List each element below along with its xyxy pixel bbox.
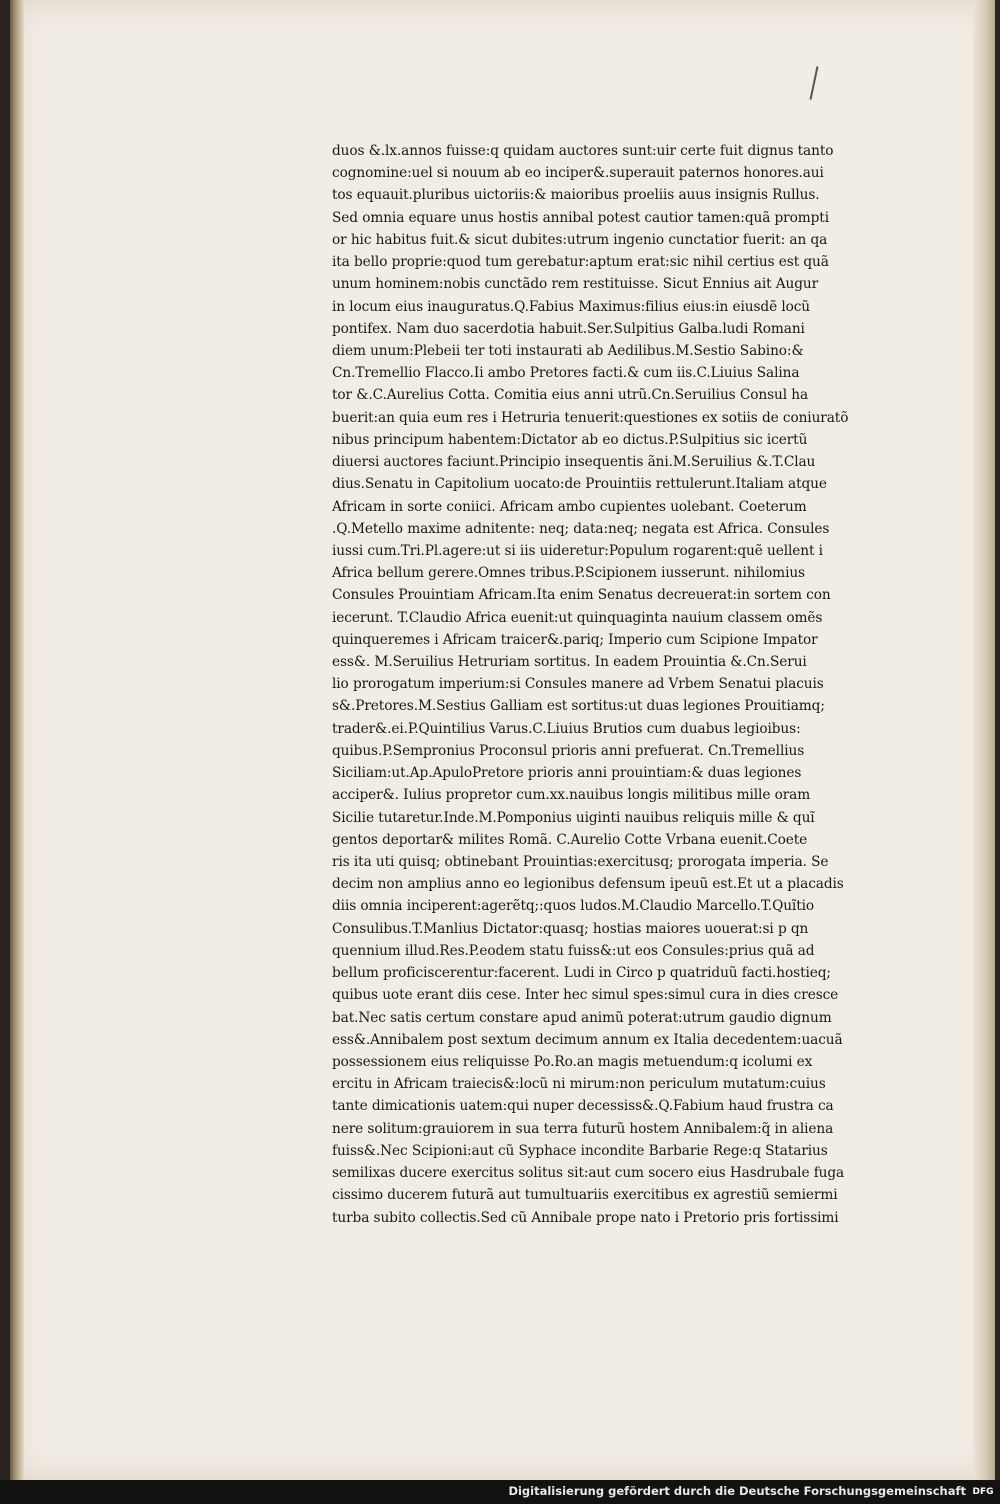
funding-notice: Digitalisierung gefördert durch die Deutsche Forschungsgemeinschaft: [508, 1484, 966, 1498]
pencil-mark: [809, 66, 818, 100]
text-line: acciper&. Iulius propretor cum.xx.nauibus longis militibus mille oram: [332, 787, 811, 804]
text-line: iecerunt. T.Claudio Africa euenit:ut quinquaginta nauium classem omẽs: [332, 609, 823, 626]
text-line: buerit:an quia eum res i Hetruria tenuerit:questiones ex sotiis de coniuratõ: [332, 409, 849, 426]
text-line: Consules Prouintiam Africam.Ita enim Senatus decreuerat:in sortem con: [332, 587, 831, 604]
text-block: [332, 140, 880, 1229]
text-line: cognomine:uel si nouum ab eo inciper&.superauit paternos honores.aui: [332, 165, 824, 182]
text-line: diuersi auctores faciunt.Principio insequentis ãni.M.Seruilius &.T.Clau: [332, 454, 816, 471]
text-line: quibus uote erant diis cese. Inter hec simul spes:simul cura in dies cresce: [332, 987, 839, 1004]
text-line: duos &.lx.annos fuisse:q quidam auctores sunt:uir certe fuit dignus tanto: [332, 143, 834, 159]
text-line: ercitu in Africam traiecis&:locũ ni mirum:non periculum mutatum:cuius: [332, 1076, 826, 1093]
text-line: tor &.C.Aurelius Cotta. Comitia eius anni utrũ.Cn.Seruilius Consul ha: [332, 387, 809, 404]
text-line: ris ita uti quisq; obtinebant Prouintias:exercitusq; prorogata imperia. Se: [332, 854, 829, 870]
text-line: Sed omnia equare unus hostis annibal potest cautior tamen:quã prompti: [332, 209, 829, 226]
dfg-logo: DFG: [972, 1487, 994, 1497]
text-line: trader&.ei.P.Quintilius Varus.C.Liuius Brutios cum duabus legioibus:: [332, 720, 801, 737]
text-line: turba subito collectis.Sed cũ Annibale prope nato i Pretorio pris fortissimi: [332, 1209, 839, 1226]
text-line: nere solitum:grauiorem in sua terra futurũ hostem Annibalem:q̃ in aliena: [332, 1120, 834, 1137]
text-line: cissimo ducerem futurã aut tumultuariis exercitibus ex agrestiũ semiermi: [332, 1187, 838, 1204]
text-line: decim non amplius anno eo legionibus defensum ipeuũ est.Et ut a placadis: [332, 876, 844, 893]
text-line: Africam in sorte coniici. Africam ambo cupientes uolebant. Coeterum: [332, 498, 807, 515]
text-line: Cn.Tremellio Flacco.Ii ambo Pretores facti.& cum iis.C.Liuius Salina: [332, 365, 800, 382]
book-page: [10, 0, 995, 1480]
text-line: bellum proficiscerentur:facerent. Ludi in Circo p quatriduũ facti.hostieq;: [332, 965, 831, 982]
text-line: or hic habitus fuit.& sicut dubites:utrum ingenio cunctatior fuerit: an qa: [332, 231, 828, 248]
page-fore-edge: [973, 0, 995, 1480]
text-line: unum hominem:nobis cunctãdo rem restituisse. Sicut Ennius ait Augur: [332, 276, 819, 293]
text-line: ita bello proprie:quod tum gerebatur:aptum erat:sic nihil certius est quã: [332, 254, 829, 271]
text-line: fuiss&.Nec Scipioni:aut cũ Syphace incondite Barbarie Rege:q Statarius: [332, 1142, 828, 1159]
text-line: Consulibus.T.Manlius Dictator:quasq; hostias maiores uouerat:si p qn: [332, 920, 809, 937]
text-line: bat.Nec satis certum constare apud animũ poterat:utrum gaudio dignum: [332, 1009, 832, 1026]
text-line: Siciliam:ut.Ap.ApuloPretore prioris anni prouintiam:& duas legiones: [332, 765, 802, 782]
text-line: gentos deportar& milites Romã. C.Aurelio Cotte Vrbana euenit.Coete: [332, 831, 808, 848]
text-line: iussi cum.Tri.Pl.agere:ut si iis uideretur:Populum rogarent:quẽ uellent i: [332, 542, 823, 559]
text-line: Sicilie tutaretur.Inde.M.Pomponius uiginti nauibus reliquis mille & quĩ: [332, 809, 815, 826]
text-line: diem unum:Plebeii ter toti instaurati ab Aedilibus.M.Sestio Sabino:&: [332, 342, 804, 359]
text-line: dius.Senatu in Capitolium uocato:de Prouintiis rettulerunt.Italiam atque: [332, 476, 827, 493]
text-line: quinqueremes i Africam traicer&.pariq; Imperio cum Scipione Impator: [332, 631, 818, 648]
text-line: in locum eius inauguratus.Q.Fabius Maximus:filius eius:in eiusdẽ locũ: [332, 298, 811, 315]
text-line: semilixas ducere exercitus solitus sit:aut cum socero eius Hasdrubale fuga: [332, 1165, 845, 1182]
text-line: ess&. M.Seruilius Hetruriam sortitus. In eadem Prouintia &.Cn.Serui: [332, 654, 807, 671]
text-line: pontifex. Nam duo sacerdotia habuit.Ser.Sulpitius Galba.ludi Romani: [332, 320, 805, 337]
page-gutter: [10, 0, 24, 1480]
text-line: possessionem eius reliquisse Po.Ro.an magis metuendum:q icolumi ex: [332, 1053, 813, 1070]
text-line: ess&.Annibalem post sextum decimum annum ex Italia decedentem:uacuã: [332, 1031, 843, 1048]
text-line: lio prorogatum imperium:si Consules manere ad Vrbem Senatui placuis: [332, 676, 824, 693]
text-line: quibus.P.Sempronius Proconsul prioris anni prefuerat. Cn.Tremellius: [332, 742, 805, 759]
text-line: s&.Pretores.M.Sestius Galliam est sortitus:ut duas legiones Prouitiamq;: [332, 698, 825, 715]
footer-bar: [0, 1480, 1000, 1504]
text-line: Africa bellum gerere.Omnes tribus.P.Scipionem iusserunt. nihilomius: [332, 565, 805, 582]
text-line: .Q.Metello maxime adnitente: neq; data:neq; negata est Africa. Consules: [332, 520, 830, 537]
text-line: quennium illud.Res.P.eodem statu fuiss&:ut eos Consules:prius quã ad: [332, 942, 815, 959]
text-line: tos equauit.pluribus uictoriis:& maioribus proeliis auus insignis Rullus.: [332, 187, 820, 204]
text-line: nibus principum habentem:Dictator ab eo dictus.P.Sulpitius sic icertũ: [332, 431, 808, 448]
text-line: diis omnia inciperent:agerẽtq;:quos ludos.M.Claudio Marcello.T.Quĩtio: [332, 898, 815, 915]
text-line: tante dimicationis uatem:qui nuper decessiss&.Q.Fabium haud frustra ca: [332, 1098, 834, 1115]
